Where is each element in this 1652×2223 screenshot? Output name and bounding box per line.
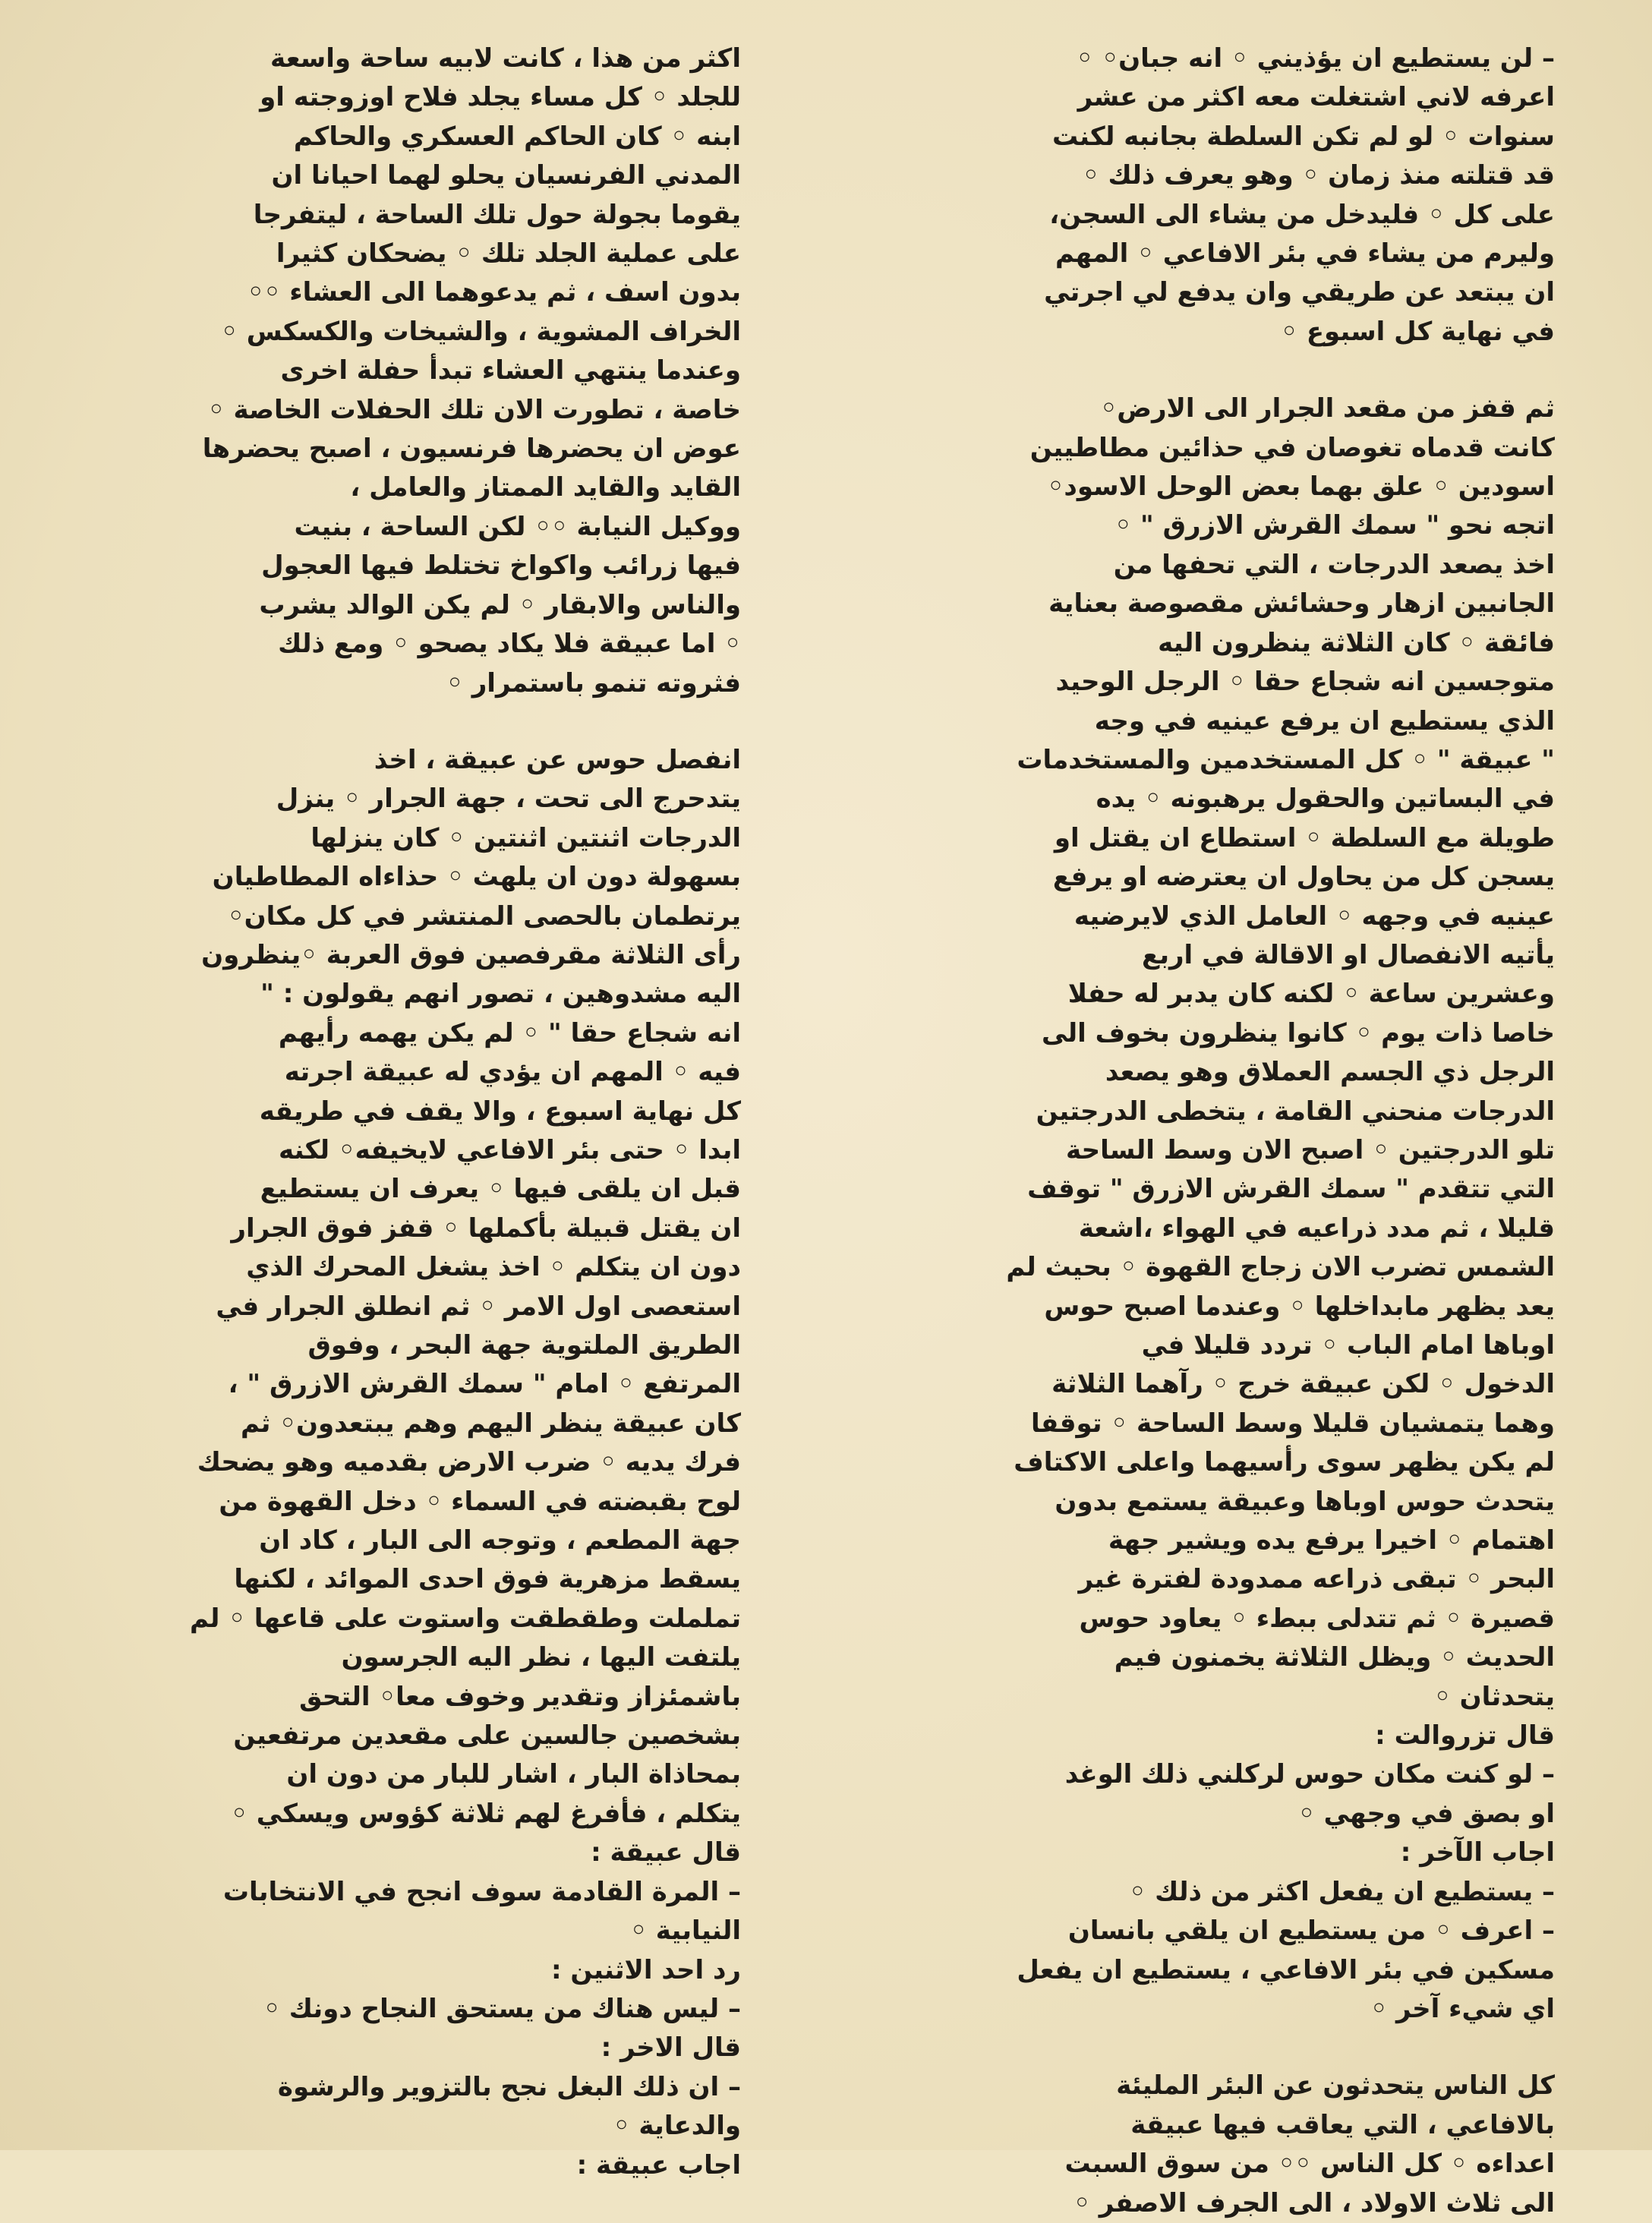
text-line: الدخول ◦ لكن عبيقة خرج ◦ رآهما الثلاثة: [1051, 1369, 1555, 1400]
text-line: يتدحرج الى تحت ، جهة الجرار ◦ ينزل: [276, 784, 741, 815]
text-line: – اعرف ◦ من يستطيع ان يلقي بانسان: [1067, 1916, 1555, 1947]
text-line: الدرجات اثنتين اثنتين ◦ كان ينزلها: [311, 822, 741, 853]
text-line: – يستطيع ان يفعل اكثر من ذلك ◦: [1129, 1876, 1555, 1907]
text-line: ابنه ◦ كان الحاكم العسكري والحاكم: [293, 121, 741, 152]
text-line: كان عبيقة ينظر اليهم وهم يبتعدون◦ ثم: [240, 1408, 741, 1439]
text-line: سنوات ◦ لو لم تكن السلطة بجانبه لكنت: [1051, 121, 1555, 152]
text-line: الدرجات منحني القامة ، يتخطى الدرجتين: [1036, 1096, 1555, 1127]
text-line: ◦ اما عبيقة فلا يكاد يصحو ◦ ومع ذلك: [278, 629, 741, 660]
text-line: قبل ان يلقى فيها ◦ يعرف ان يستطيع: [260, 1174, 741, 1205]
text-line: للجلد ◦ كل مساء يجلد فلاح اوزوجته او: [260, 82, 741, 113]
text-line: قصيرة ◦ ثم تتدلى ببطء ◦ يعاود حوس: [1079, 1603, 1555, 1634]
text-line: ان يبتعد عن طريقي وان يدفع لي اجرتي: [1044, 277, 1555, 308]
text-line: وعشرين ساعة ◦ لكنه كان يدبر له حفلا: [1067, 979, 1555, 1010]
text-line: خاصة ، تطورت الان تلك الحفلات الخاصة ◦: [207, 394, 741, 425]
text-line: تلو الدرجتين ◦ اصبح الان وسط الساحة: [1066, 1134, 1555, 1165]
text-line: قال تزروالت :: [1375, 1720, 1555, 1752]
text-line: البحر ◦ تبقى ذراعه ممدودة لفترة غير: [1078, 1564, 1555, 1595]
text-line: النيابية ◦: [630, 1916, 741, 1947]
text-line: الطريق الملتوية جهة البحر ، وفوق: [307, 1330, 741, 1361]
text-line: القايد والقايد الممتاز والعامل ،: [350, 472, 741, 503]
text-line: في نهاية كل اسبوع ◦: [1281, 316, 1555, 347]
text-line: كانت قدماه تغوصان في حذائين مطاطيين: [1029, 432, 1555, 463]
text-line: – ليس هناك من يستحق النجاح دونك ◦: [263, 1993, 741, 2024]
text-line: يعد يظهر مابداخلها ◦ وعندما اصبح حوس: [1044, 1291, 1555, 1322]
text-line: قليلا ، ثم مدد ذراعيه في الهواء ،اشعة: [1078, 1212, 1555, 1244]
text-line: فائقة ◦ كان الثلاثة ينظرون اليه: [1158, 627, 1555, 658]
text-line: رد احد الاثنين :: [550, 1954, 741, 1985]
text-line: المدني الفرنسيان يحلو لهما احيانا ان: [271, 160, 741, 191]
text-line: وعندما ينتهي العشاء تبدأ حفلة اخرى: [280, 355, 741, 386]
paragraph-gap: [879, 2029, 1555, 2067]
text-line: استعصى اول الامر ◦ ثم انطلق الجرار في: [216, 1291, 741, 1322]
text-line: اعرفه لاني اشتغلت معه اكثر من عشر: [1077, 82, 1555, 113]
text-line: اهتمام ◦ اخيرا يرفع يده ويشير جهة: [1108, 1525, 1555, 1556]
text-line: اتجه نحو " سمك القرش الازرق " ◦: [1114, 510, 1555, 541]
text-line: لوح بقبضته في السماء ◦ دخل القهوة من: [219, 1486, 741, 1517]
text-line: يسقط مزهرية فوق احدى الموائد ، لكنها: [234, 1564, 741, 1595]
text-line: بسهولة دون ان يلهث ◦ حذاءاه المطاطيان: [212, 862, 741, 893]
text-line: اي شيء آخر ◦: [1370, 1993, 1555, 2024]
text-line: اوباها امام الباب ◦ تردد قليلا في: [1141, 1330, 1555, 1361]
text-line: بدون اسف ، ثم يدعوهما الى العشاء ◦◦: [247, 277, 741, 308]
text-line: ابدا ◦ حتى بئر الافاعي لايخيفه◦ لكنه: [279, 1134, 741, 1165]
text-line: اليه مشدوهين ، تصور انهم يقولون : ": [260, 979, 741, 1010]
text-line: عينيه في وجهه ◦ العامل الذي لايرضيه: [1073, 900, 1555, 932]
paragraph-gap: [879, 352, 1555, 389]
text-line: بشخصين جالسين على مقعدين مرتفعين: [233, 1720, 741, 1752]
text-line: المرتفع ◦ امام " سمك القرش الازرق " ،: [228, 1369, 741, 1400]
text-line: كل الناس يتحدثون عن البئر المليئة: [1116, 2070, 1555, 2102]
text-line: باشمئزاز وتقدير وخوف معا◦ التحق: [299, 1681, 741, 1712]
text-line: يقوما بجولة حول تلك الساحة ، ليتفرجا: [253, 199, 741, 230]
text-line: يأتيه الانفصال او الاقالة في اربع: [1141, 939, 1555, 970]
text-line: رأى الثلاثة مقرفصين فوق العربة ◦ينظرون: [201, 939, 741, 970]
text-line: انفصل حوس عن عبيقة ، اخذ: [374, 744, 741, 775]
text-line: يلتفت اليها ، نظر اليه الجرسون: [341, 1642, 741, 1673]
text-line: فيها زرائب واكواخ تختلط فيها العجول: [261, 550, 741, 582]
text-line: ان يقتل قبيلة بأكملها ◦ قفز فوق الجرار: [231, 1212, 741, 1244]
text-line: اخذ يصعد الدرجات ، التي تحفها من: [1113, 549, 1555, 580]
text-line: اسودين ◦ علق بهما بعض الوحل الاسود◦: [1047, 471, 1555, 503]
text-line: اكثر من هذا ، كانت لابيه ساحة واسعة: [270, 43, 741, 74]
text-line: الخراف المشوية ، والشيخات والكسكس ◦: [221, 316, 741, 347]
text-line: وهما يتمشيان قليلا وسط الساحة ◦ توقفا: [1030, 1408, 1555, 1439]
text-line: الذي يستطيع ان يرفع عينيه في وجه: [1094, 705, 1555, 736]
column-divider: [873, 30, 874, 2118]
text-line: يرتطمان بالحصى المنتشر في كل مكان◦: [227, 900, 741, 932]
text-line: قال عبيقة :: [591, 1837, 741, 1868]
text-line: الى ثلاث الاولاد ، الى الجرف الاصفر ◦: [1073, 2187, 1555, 2218]
text-column-right: [879, 39, 1555, 2223]
text-line: قد قتلته منذ زمان ◦ وهو يعرف ذلك ◦: [1082, 160, 1555, 191]
text-line: اعداءه ◦ كل الناس ◦◦ من سوق السبت: [1064, 2149, 1555, 2180]
text-line: انه شجاع حقا " ◦ لم يكن يهمه رأيهم: [278, 1017, 741, 1048]
text-line: فثروته تنمو باستمرار ◦: [446, 667, 741, 698]
text-line: على عملية الجلد تلك ◦ يضحكان كثيرا: [276, 238, 741, 270]
text-line: اجاب الآخر :: [1400, 1837, 1555, 1868]
text-line: وليرم من يشاء في بئر الافاعي ◦ المهم: [1055, 238, 1555, 270]
text-line: الرجل ذي الجسم العملاق وهو يصعد: [1105, 1057, 1555, 1088]
text-line: تململت وطقطقت واستوت على قاعها ◦ لم: [189, 1603, 741, 1634]
text-line: خاصا ذات يوم ◦ كانوا ينظرون بخوف الى: [1042, 1017, 1555, 1048]
text-column-left: [65, 39, 741, 2185]
text-line: يتحدثان ◦: [1434, 1681, 1555, 1712]
text-line: فيه ◦ المهم ان يؤدي له عبيقة اجرته: [284, 1057, 741, 1088]
text-line: مسكين في بئر الافاعي ، يستطيع ان يفعل: [1017, 1954, 1555, 1985]
text-line: عوض ان يحضرها فرنسيون ، اصبح يحضرها: [202, 434, 741, 465]
text-line: – المرة القادمة سوف انجح في الانتخابات: [222, 1876, 741, 1907]
text-line: دون ان يتكلم ◦ اخذ يشغل المحرك الذي: [246, 1252, 741, 1283]
text-line: الحديث ◦ ويظل الثلاثة يخمنون فيم: [1114, 1642, 1555, 1673]
text-line: او بصق في وجهي ◦: [1298, 1798, 1555, 1829]
text-line: لم يكن يظهر سوى رأسيهما واعلى الاكتاف: [1014, 1447, 1555, 1478]
text-line: " عبيقة " ◦ كل المستخدمين والمستخدمات: [1017, 744, 1555, 775]
text-line: – لو كنت مكان حوس لركلني ذلك الوغد: [1064, 1759, 1555, 1790]
text-line: جهة المطعم ، وتوجه الى البار ، كاد ان: [259, 1525, 741, 1556]
text-line: فرك يديه ◦ ضرب الارض بقدميه وهو يضحك: [197, 1447, 741, 1478]
text-line: كل نهاية اسبوع ، والا يقف في طريقه: [259, 1096, 741, 1127]
text-line: ثم قفز من مقعد الجرار الى الارض◦: [1100, 393, 1555, 424]
text-line: على كل ◦ فليدخل من يشاء الى السجن،: [1049, 199, 1555, 230]
paragraph-gap: [65, 703, 741, 741]
text-line: الجانبين ازهار وحشائش مقصوصة بعناية: [1048, 588, 1555, 620]
text-line: الشمس تضرب الان زجاج القهوة ◦ بحيث لم: [1006, 1252, 1555, 1283]
text-line: بالافاعي ، التي يعاقب فيها عبيقة: [1130, 2109, 1555, 2140]
text-line: والدعاية ◦: [613, 2111, 741, 2142]
text-line: في البساتين والحقول يرهبونه ◦ يده: [1096, 784, 1555, 815]
text-line: التي تتقدم " سمك القرش الازرق " توقف: [1027, 1174, 1555, 1205]
text-line: – ان ذلك البغل نجح بالتزوير والرشوة: [277, 2071, 741, 2102]
text-line: – لن يستطيع ان يؤذيني ◦ انه جبان◦ ◦: [1076, 43, 1555, 74]
text-line: يسجن كل من يحاول ان يعترضه او يرفع: [1052, 862, 1555, 893]
text-line: يتكلم ، فأفرغ لهم ثلاثة كؤوس ويسكي ◦: [231, 1798, 741, 1829]
text-line: طويلة مع السلطة ◦ استطاع ان يقتل او: [1054, 822, 1555, 853]
text-line: ووكيل النيابة ◦◦ لكن الساحة ، بنيت: [294, 511, 741, 542]
text-line: والناس والابقار ◦ لم يكن الوالد يشرب: [259, 589, 741, 620]
text-line: متوجسين انه شجاع حقا ◦ الرجل الوحيد: [1055, 667, 1555, 698]
text-line: اجاب عبيقة :: [576, 2149, 741, 2180]
text-line: يتحدث حوس اوباها وعبيقة يستمع بدون: [1055, 1486, 1555, 1517]
text-line: بمحاذاة البار ، اشار للبار من دون ان: [286, 1759, 741, 1790]
text-line: قال الاخر :: [601, 2032, 741, 2064]
